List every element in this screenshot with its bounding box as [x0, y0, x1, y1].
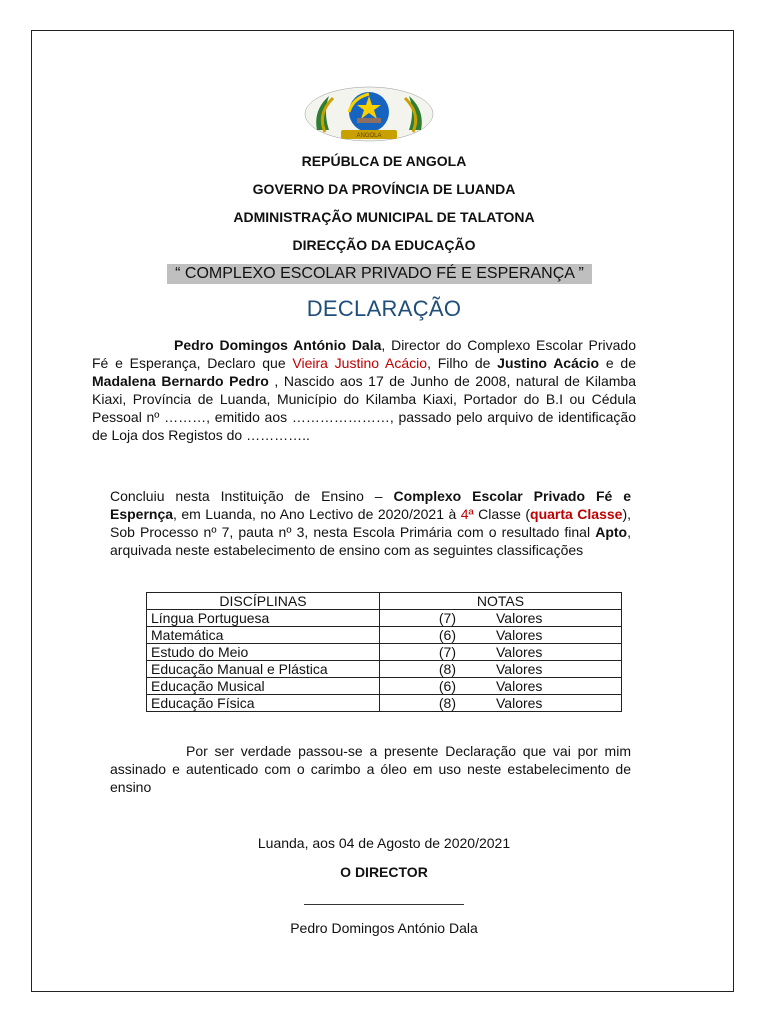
subject-cell: Educação Manual e Plástica: [147, 661, 380, 678]
grade-cell: (6) Valores: [380, 627, 622, 644]
closing-paragraph: Por ser verdade passou-se a presente Declaração que vai por mim assinado e autenticado com o carimbo a óleo em uso neste estabelecimento de ensino: [110, 743, 631, 795]
table-row: [147, 661, 622, 678]
grades-table: [146, 592, 622, 712]
result-status: Apto: [595, 524, 628, 540]
place-date: Luanda, aos 04 de Agosto de 2020/2021: [257, 835, 511, 851]
column-header-grades: NOTAS: [380, 593, 622, 610]
subject-cell: Educação Física: [147, 695, 380, 712]
director-name: Pedro Domingos António Dala: [174, 337, 382, 353]
grade-cell: (8) Valores: [380, 661, 622, 678]
column-header-subjects: DISCÍPLINAS: [147, 593, 380, 610]
emblem-banner: ANGOLA: [356, 133, 382, 139]
school-bold: Complexo Escolar Privado Fé e Espernça: [110, 488, 632, 522]
table-row: [147, 695, 622, 712]
grade-cell: (8) Valores: [380, 695, 622, 712]
table-row: [147, 678, 622, 695]
director-title: O DIRECTOR: [340, 864, 428, 880]
header-education: DIRECÇÃO DA EDUCAÇÃO: [292, 237, 476, 253]
declaration-paragraph: Pedro Domingos António Dala, Director do Complexo Escolar Privado Fé e Esperança, Declaro que Vieira Justino Acácio, Filho de Justino Acácio e de Madalena Bernardo Pedro , Nascido aos 17 de Junho de 2008, natural de Kilamba Kiaxi, Província de Luanda, Município do Kilamba Kiaxi, Portador do B.I ou Cédula Pessoal nº ………, emitido aos …………………, passado pelo arquivo de identificação de Loja dos Registos do …………..: [92, 337, 636, 443]
conclusion-paragraph: Concluiu nesta Instituição de Ensino – Complexo Escolar Privado Fé e Espernça, em Luanda, no Ano Lectivo de 2020/2021 à 4ª Classe (quarta Classe), Sob Processo nº 7, pauta nº 3, nesta Escola Primária com o resultado final Apto, arquivada neste estabelecimento de ensino com as seguintes classificações: [110, 488, 632, 558]
father-name: Justino Acácio: [497, 355, 600, 371]
table-row: [147, 627, 622, 644]
subject-cell: Educação Musical: [147, 678, 380, 695]
signatory-name: Pedro Domingos António Dala: [290, 920, 478, 936]
student-name: Vieira Justino Acácio: [292, 355, 428, 371]
table-row: [147, 610, 622, 627]
table-row: [147, 644, 622, 661]
school-name-highlight: “ COMPLEXO ESCOLAR PRIVADO FÉ E ESPERANÇA ”: [167, 264, 592, 284]
grade-cell: (7) Valores: [380, 644, 622, 661]
subject-cell: Matemática: [147, 627, 380, 644]
signature-line: [304, 904, 464, 905]
grade-cell: (7) Valores: [380, 610, 622, 627]
header-republic: REPÚBLCA DE ANGOLA: [301, 153, 467, 169]
table-header-row: [147, 593, 622, 610]
class-number: 4ª: [460, 506, 474, 522]
subject-cell: Estudo do Meio: [147, 644, 380, 661]
class-words: quarta Classe: [530, 506, 623, 522]
grade-cell: (6) Valores: [380, 678, 622, 695]
header-government: GOVERNO DA PROVÍNCIA DE LUANDA: [252, 181, 516, 197]
subject-cell: Língua Portuguesa: [147, 610, 380, 627]
mother-name: Madalena Bernardo Pedro: [92, 373, 269, 389]
header-administration: ADMINISTRAÇÃO MUNICIPAL DE TALATONA: [233, 209, 535, 225]
document-title: DECLARAÇÃO: [306, 296, 462, 321]
angola-emblem-icon: [303, 86, 436, 143]
